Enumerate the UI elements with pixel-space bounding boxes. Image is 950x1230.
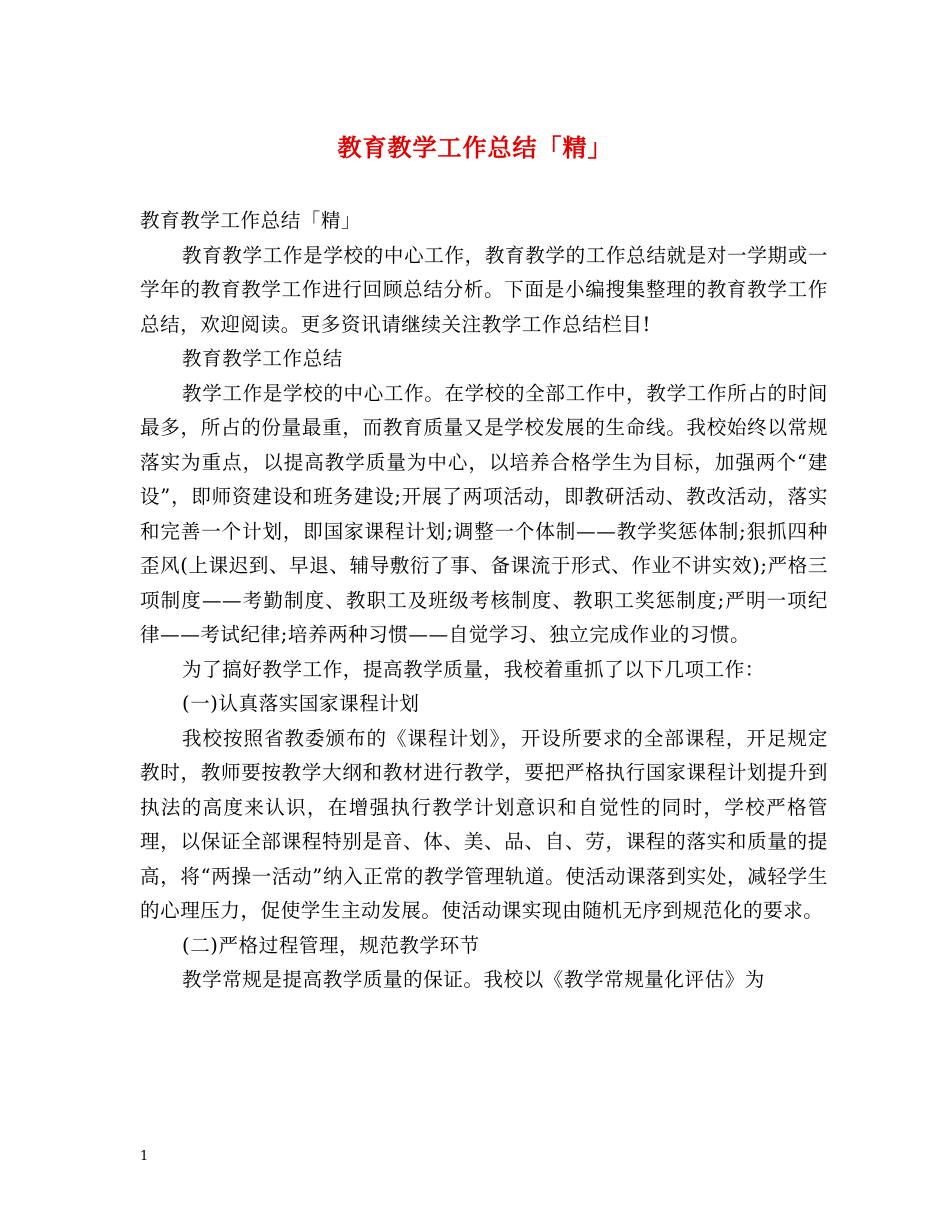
paragraph-heading-two: (二)严格过程管理，规范教学环节: [182, 933, 480, 957]
paragraph-teaching-routine: 教学常规是提高教学质量的保证。我校以《教学常规量化评估》为: [182, 968, 765, 991]
document-title: 教育教学工作总结「精」: [337, 133, 613, 162]
paragraph-overview: 教学工作是学校的中心工作。在学校的全部工作中，教学工作所占的时间最多，所占的份量最重，而教育质量又是学校发展的生命线。我校始终以常规落实为重点，以提高教学质量为中心，以培养合格学生为目标，加强两个“建设”，即师资建设和班务建设;开展了两项活动，即教研活动、教改活动，落实和完善一个计划，即国家课程计划;调整一个体制——教学奖惩体制;狠抓四种歪风(上课迟到、早退、辅导敷衍了事、备课流于形式、作业不讲实效);严格三项制度——考勤制度、教职工及班级考核制度、教职工奖惩制度;严明一项纪律——考试纪律;培养两种习惯——自觉学习、独立完成作业的习惯。: [140, 381, 828, 646]
paragraph-curriculum: 我校按照省教委颁布的《课程计划》，开设所要求的全部课程，开足规定教时，教师要按教学大纲和教材进行教学，要把严格执行国家课程计划提升到执法的高度来认识，在增强执行教学计划意识和自觉性的同时，学校严格管理，以保证全部课程特别是音、体、美、品、自、劳，课程的落实和质量的提高，将“两操一活动”纳入正常的教学管理轨道。使活动课落到实处，减轻学生的心理压力，促使学生主动发展。使活动课实现由随机无序到规范化的要求。: [140, 726, 828, 922]
paragraph-section-heading: 教育教学工作总结: [182, 347, 343, 370]
document-body: [140, 204, 828, 998]
paragraph-intro: 教育教学工作是学校的中心工作，教育教学的工作总结就是对一学期或一学年的教育教学工作进行回顾总结分析。下面是小编搜集整理的教育教学工作总结，欢迎阅读。更多资讯请继续关注教学工作总结栏目!: [140, 243, 828, 336]
paragraph-work-items-intro: 为了搞好教学工作，提高教学质量，我校着重抓了以下几项工作：: [182, 657, 765, 681]
paragraph-subtitle: 教育教学工作总结「精」: [140, 209, 362, 232]
paragraph-heading-one: (一)认真落实国家课程计划: [182, 692, 420, 715]
page-number: 1: [140, 1149, 149, 1164]
